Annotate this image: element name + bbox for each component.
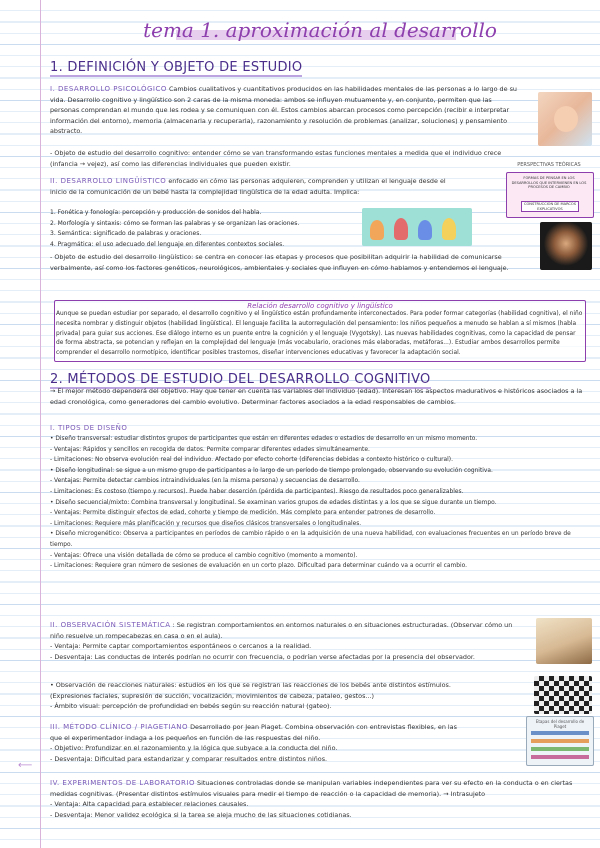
desarrollo-linguistico-text: enfocado en cómo las personas adquieren, comprenden y utilizan el lenguaje desde el inicio de la comunicación de un bebé hasta la complejidad lingüística de la edad adulta. Implica: xyxy=(50,177,446,196)
desarrollo-linguistico-block xyxy=(50,176,450,197)
child-figure-3 xyxy=(418,220,432,240)
linguistico-item-4: 4. Pragmática: el uso adecuado del lenguaje en diferentes contextos sociales. xyxy=(50,240,285,248)
experimentos-heading: IV. EXPERIMENTOS DE LABORATORIO xyxy=(50,779,195,787)
tipos-line-5: - Ventajas: Permite detectar cambios intraindividuales (en la misma persona) y secuencias de desarrollo. xyxy=(50,478,360,485)
desarrollo-linguistico-heading: II. DESARROLLO LINGÜÍSTICO xyxy=(50,177,167,185)
clinico-block xyxy=(50,722,470,764)
child-figure-2 xyxy=(394,218,408,240)
tipos-list xyxy=(50,434,590,572)
experimentos-desventaja: - Desventaja: Menor validez ecológica si la tarea se aleja mucho de las situaciones cotidianas. xyxy=(50,810,352,819)
desarrollo-psicologico-text: Cambios cualitativos y cuantitativos producidos en las habilidades mentales de las personas a lo largo de su vida. Desarrollo cognitivo y lingüístico son 2 caras de la misma moneda: ambos se influyen mutuamente y, en conjunto, permiten que las personas comprendan el mundo que les rodea y se comuniquen con él. Estos cambios abarcan procesos como percepción (recibir e interpretar información del entorno), memoria (almacenarla y recuperarla), razonamiento y resolución de problemas (analizar, soluciones) y pensamiento abstracto. xyxy=(50,85,517,136)
section2-heading: 2. MÉTODOS DE ESTUDIO DEL DESARROLLO COGNITIVO xyxy=(50,372,431,387)
baby-face-shape xyxy=(554,106,578,132)
piaget-stage-bar-2 xyxy=(531,739,589,743)
piaget-stages-label: Etapas del desarrollo de Piaget xyxy=(535,719,585,729)
piaget-stage-bar-4 xyxy=(531,755,589,759)
perspectivas-box1: FORMAS DE PENSAR EN LOS DESARROLLOS QUE INTERVIENEN EN LOS PROCESOS DE CAMBIO xyxy=(511,176,587,189)
child-puzzle-image xyxy=(536,618,592,664)
linguistico-items xyxy=(50,208,350,250)
tipos-line-11: - Ventajas: Ofrece una visión detallada de cómo se produce el cambio cognitivo (momento a momento). xyxy=(50,552,358,559)
desarrollo-psicologico-block xyxy=(50,84,520,137)
observacion-ventaja: - Ventaja: Permite captar comportamientos espontáneos o cercanos a la realidad. xyxy=(50,642,312,651)
reacciones-text: • Observación de reacciones naturales: estudios en los que se registran las reacciones de los bebés ante distintos estímulos. (Expresiones faciales, supresión de succión, vocalización, movimientos de cabeza, pataleo, gestos...) xyxy=(50,681,451,700)
relacion-text: Aunque se puedan estudiar por separado, el desarrollo cognitivo y el lingüístico están profundamente interconectados. Para poder formar categorías (habilidad cognitiva), el niño necesita nombrar y distinguir objetos (habilidad lingüística). El lenguaje facilita la autorregulación del pensamiento: los niños pequeños a menudo se hablan a sí mismos (habla privada) para guiar sus acciones. Ese diálogo interno es un puente entre la cognición y el lenguaje (Vygotsky). Las nuevas habilidades cognitivas, como la capacidad de pensar de forma abstracta, se potencian y reflejan en la complejidad del lenguaje (más vocabulario, oraciones más elaboradas, metáforas...). Estudiar ambos desarrollos permite comprender el desarrollo normotípico, identificar posibles trastornos, diseñar intervenciones educativas y favorecer la adaptación social. xyxy=(56,311,583,357)
tipos-line-10: • Diseño microgenético: Observa a participantes en períodos de cambio rápido o en la adquisición de una nueva habilidad, con evaluaciones frecuentes en un período breve de tiempo. xyxy=(50,531,571,548)
experimentos-block xyxy=(50,778,590,820)
tipos-line-6: - Limitaciones: Es costoso (tiempo y recursos). Puede haber deserción (pérdida de participantes). Riesgo de resultados poco generalizables. xyxy=(50,488,464,495)
baby-thinking-image xyxy=(538,92,592,146)
margin-arrow-icon: ⟵ xyxy=(18,760,33,771)
clinico-heading: III. MÉTODO CLÍNICO / PIAGETIANO xyxy=(50,723,189,731)
perspectivas-diagram xyxy=(506,172,594,218)
linguistico-item-1: 1. Fonética y fonología: percepción y producción de sonidos del habla. xyxy=(50,209,262,216)
observacion-text: : Se registran comportamientos en entornos naturales o en situaciones estructuradas. (Observar cómo un niño resuelve un rompecabezas en casa o en el aula). xyxy=(50,621,513,640)
page-title: tema 1. aproximación al desarrollo xyxy=(143,18,497,42)
perspectivas-title: PERSPECTIVAS TEÓRICAS xyxy=(517,162,581,168)
tipos-line-1: • Diseño transversal: estudiar distintos grupos de participantes que están en diferentes edades o estadios de desarrollo en un mismo momento. xyxy=(50,436,478,442)
reacciones-ambito: - Ámbito visual: percepción de profundidad en bebés según su reacción natural (gateo). xyxy=(50,702,332,711)
reacciones-block xyxy=(50,680,470,712)
linguistico-item-3: 3. Semántica: significado de palabras y oraciones. xyxy=(50,230,202,238)
section1-heading: 1. DEFINICIÓN Y OBJETO DE ESTUDIO xyxy=(50,60,303,75)
children-illustration xyxy=(362,208,472,246)
piaget-stage-bar-3 xyxy=(531,747,589,751)
experimentos-text: Situaciones controladas donde se manipulan variables independientes para ver su efecto en la conducta o en ciertas medidas cognitivas. (Presentar distintos estímulos visuales para medir el tiempo de reacción o la capacidad de memoria). → Intrasujeto xyxy=(50,779,573,798)
perspectivas-box2: CONSTRUCCIÓN DE MARCOS EXPLICATIVOS xyxy=(521,201,579,212)
objeto-linguistico: - Objeto de estudio del desarrollo lingüístico: se centra en conocer las etapas y procesos que posibilitan adquirir la habilidad de comunicarse verbalmente, así como los factores genéticos, neurológicos, ambientales y sociales que influyen en cómo hablamos y entendemos el lenguaje. xyxy=(50,253,509,272)
visual-cliff-image xyxy=(534,676,592,714)
margin-line xyxy=(40,0,41,848)
piaget-stage-bar-1 xyxy=(531,731,589,735)
tipos-heading: I. TIPOS DE DISEÑO xyxy=(50,424,128,432)
objeto-cognitivo: - Objeto de estudio del desarrollo cognitivo: entender cómo se van transformando estas funciones mentales a medida que el individuo crece (infancia → vejez), así como las diferencias individuales que pueden existir. xyxy=(50,149,502,168)
piaget-stages-image xyxy=(526,716,594,766)
linguistico-item-2: 2. Morfología y sintaxis: cómo se forman las palabras y se organizan las oraciones. xyxy=(50,219,300,227)
desarrollo-psicologico-heading: I. DESARROLLO PSICOLÓGICO xyxy=(50,85,167,93)
tipos-line-2: - Ventajas: Rápidos y sencillos en recogida de datos. Permite comparar diferentes edades simultáneamente. xyxy=(50,446,370,453)
tipos-line-8: - Ventajas: Permite distinguir efectos de edad, cohorte y tiempo de medición. Más completo para entender patrones de desarrollo. xyxy=(50,510,436,517)
experimentos-ventaja: - Ventaja: Alta capacidad para establecer relaciones causales. xyxy=(50,800,249,809)
tipos-line-12: - Limitaciones: Requiere gran número de sesiones de evaluación en un corto plazo. Dificultad para determinar cuándo va a ocurrir el cambio. xyxy=(50,563,468,570)
notes-page xyxy=(46,0,594,848)
child-figure-4 xyxy=(442,218,456,240)
tipos-line-3: - Limitaciones: No observa evolución real del individuo. Afectado por efecto cohorte (diferencias debidas a contexto histórico o cultural). xyxy=(50,457,453,464)
clinico-desventaja: - Desventaja: Dificultad para estandarizar y comparar resultados entre distintos niños. xyxy=(50,754,328,763)
observacion-heading: II. OBSERVACIÓN SISTEMÁTICA xyxy=(50,621,171,629)
tipos-line-7: • Diseño secuencial/mixto: Combina transversal y longitudinal. Se examinan varios grupos de edades distintas y a los que se sigue durante un tiempo. xyxy=(50,499,497,506)
observacion-desventaja: - Desventaja: Las conductas de interés podrían no ocurrir con frecuencia, o podrían verse afectadas por la presencia del observador. xyxy=(50,652,475,661)
relacion-title: Relación desarrollo cognitivo y lingüístico xyxy=(247,302,393,310)
child-figure-1 xyxy=(370,220,384,240)
observacion-block xyxy=(50,620,520,662)
tipos-line-4: • Diseño longitudinal: se sigue a un mismo grupo de participantes a lo largo de un período de tiempo prolongado, observando su evolución cognitiva. xyxy=(50,467,493,474)
baby-talking-image xyxy=(540,222,592,270)
clinico-objetivo: - Objetivo: Profundizar en el razonamiento y la lógica que subyace a la conducta del niño. xyxy=(50,744,338,753)
tipos-line-9: - Limitaciones: Requiere más planificación y recursos que diseños clásicos transversales o longitudinales. xyxy=(50,520,362,527)
clinico-text: Desarrollado por Jean Piaget. Combina observación con entrevistas flexibles, en las que el experimentador indaga a los pequeños en función de las respuestas del niño. xyxy=(50,723,457,742)
section2-intro: → El mejor método dependerá del objetivo. Hay que tener en cuenta las variables del individuo (edad). Interesan los aspectos madurativos e históricos asociados a la edad cronológica, como generadores del cambio evolutivo. Determinar factores asociados a la edad responsables de cambios. xyxy=(50,387,583,406)
